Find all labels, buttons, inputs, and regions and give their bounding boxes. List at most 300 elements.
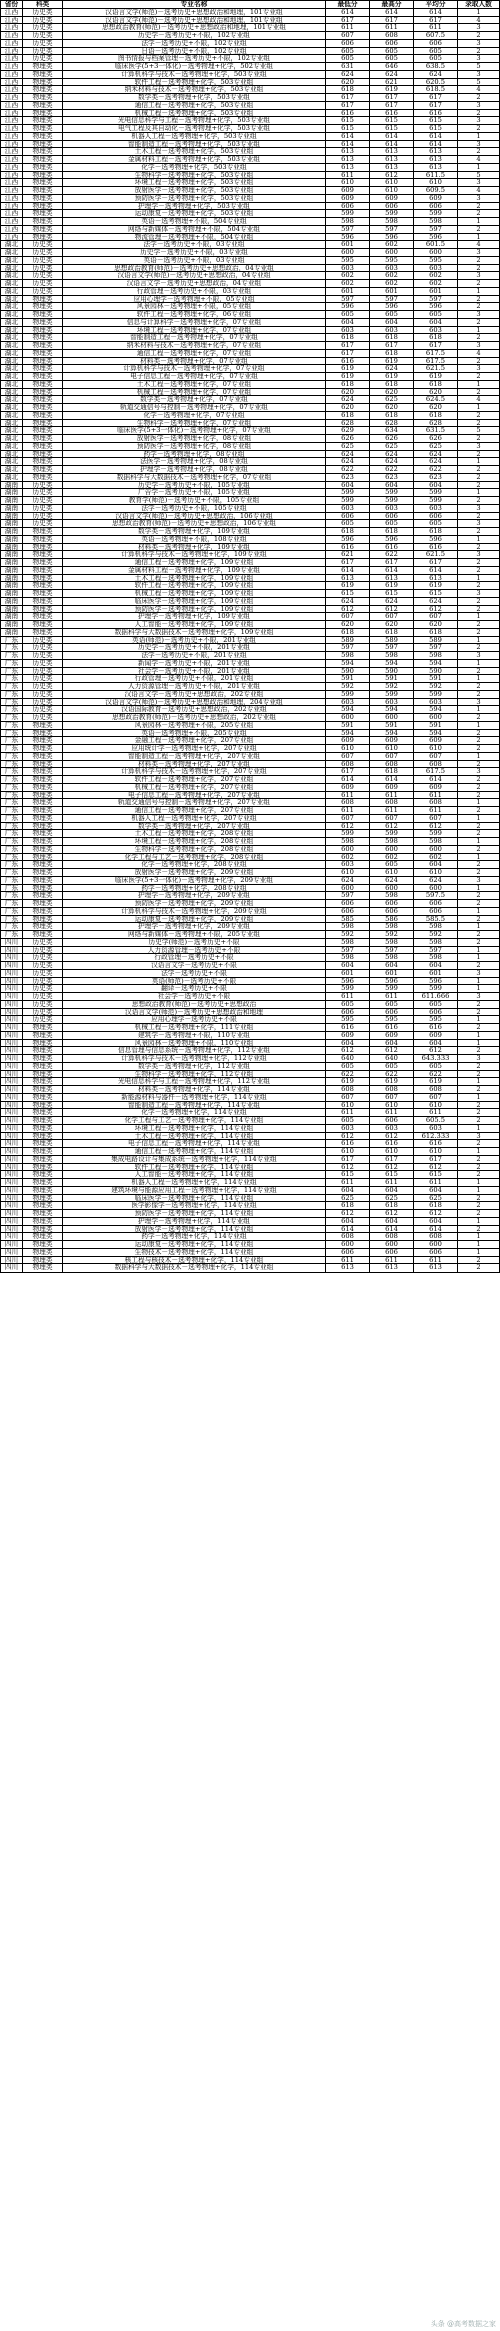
cell-min-score: 616 xyxy=(326,110,370,117)
cell-subject-type: 物理类 xyxy=(23,1164,63,1171)
cell-avg-score: 612 xyxy=(414,1164,458,1171)
table-row xyxy=(1,575,499,583)
cell-admit-count: 1 xyxy=(476,1124,481,1132)
cell-major-name: 计算机科学与技术－选考物理+化学，109专业组 xyxy=(63,551,326,558)
cell-province: 湖南 xyxy=(1,520,23,527)
cell-major-name: 法学－选考历史+不限，03专业组 xyxy=(63,241,326,248)
table-row xyxy=(1,691,499,699)
cell-subject-type: 历史类 xyxy=(23,288,63,295)
table-row xyxy=(1,141,499,149)
cell-subject-type: 物理类 xyxy=(23,451,63,458)
cell-subject-type: 历史类 xyxy=(23,40,63,47)
table-row xyxy=(1,916,499,924)
cell-max-score: 613 xyxy=(370,148,414,155)
cell-province: 四川 xyxy=(1,1024,23,1031)
table-row xyxy=(1,497,499,505)
cell-subject-type: 物理类 xyxy=(23,745,63,752)
cell-min-score: 610 xyxy=(326,1148,370,1155)
cell-province: 四川 xyxy=(1,1210,23,1217)
cell-max-score: 624 xyxy=(370,365,414,372)
cell-max-score: 608 xyxy=(370,799,414,806)
cell-major-name: 通信工程－选考物理+化学，07专业组 xyxy=(63,350,326,357)
cell-subject-type: 历史类 xyxy=(23,939,63,946)
cell-min-score: 603 xyxy=(326,1125,370,1132)
cell-subject-type: 物理类 xyxy=(23,1047,63,1054)
cell-province: 四川 xyxy=(1,1264,23,1272)
cell-subject-type: 物理类 xyxy=(23,443,63,450)
cell-min-score: 600 xyxy=(326,885,370,892)
cell-avg-score: 608 xyxy=(414,1086,458,1093)
cell-min-score: 618 xyxy=(326,381,370,388)
cell-province: 广东 xyxy=(1,784,23,791)
cell-max-score: 612 xyxy=(370,1133,414,1140)
cell-min-score: 591 xyxy=(326,675,370,682)
cell-province: 湖北 xyxy=(1,241,23,248)
cell-province: 四川 xyxy=(1,1249,23,1256)
cell-admit-count: 2 xyxy=(476,869,481,876)
cell-min-score: 620 xyxy=(326,79,370,86)
cell-province: 四川 xyxy=(1,1179,23,1186)
cell-admit-count: 3 xyxy=(476,194,481,202)
cell-major-name: 化学－选考物理+化学，114专业组 xyxy=(63,1109,326,1116)
cell-admit-count: 2 xyxy=(476,318,481,326)
cell-major-name: 护理学－选考物理+化学，209专业组 xyxy=(63,923,326,930)
cell-admit-count: 2 xyxy=(476,745,481,752)
cell-max-score: 599 xyxy=(370,985,414,992)
cell-min-score: 603 xyxy=(326,265,370,272)
cell-min-score: 622 xyxy=(326,1071,370,1078)
cell-province: 四川 xyxy=(1,1032,23,1039)
cell-admit-count: 2 xyxy=(476,388,481,396)
cell-min-score: 608 xyxy=(326,761,370,768)
cell-province: 广东 xyxy=(1,823,23,830)
cell-max-score: 599 xyxy=(370,497,414,504)
cell-subject-type: 物理类 xyxy=(23,559,63,566)
cell-subject-type: 历史类 xyxy=(23,513,63,520)
cell-province: 四川 xyxy=(1,1171,23,1178)
cell-admit-count: 2 xyxy=(476,1194,481,1202)
cell-major-name: 运动康复－选考物理+化学，209专业组 xyxy=(63,916,326,923)
cell-avg-score: 592 xyxy=(414,931,458,938)
cell-max-score: 598 xyxy=(370,838,414,845)
table-row xyxy=(1,892,499,900)
cell-admit-count: 2 xyxy=(476,783,481,791)
cell-admit-count: 3 xyxy=(476,551,481,558)
cell-subject-type: 物理类 xyxy=(23,861,63,868)
cell-admit-count: 2 xyxy=(476,822,481,830)
cell-major-name: 人工智能－选考物理+化学，109专业组 xyxy=(63,621,326,628)
cell-major-name: 临床医学(5+3一体化)－选考物理+化学，209专业组 xyxy=(63,877,326,884)
cell-max-score: 609 xyxy=(370,737,414,744)
cell-major-name: 运动康复－选考物理+化学，503专业组 xyxy=(63,210,326,217)
table-row xyxy=(1,458,499,466)
cell-max-score: 620 xyxy=(370,389,414,396)
cell-admit-count: 2 xyxy=(476,1140,481,1147)
cell-max-score: 606 xyxy=(370,1249,414,1256)
cell-province: 江西 xyxy=(1,24,23,31)
cell-avg-score: 606 xyxy=(414,1249,458,1256)
cell-max-score: 601 xyxy=(370,288,414,295)
table-row xyxy=(1,420,499,428)
cell-subject-type: 物理类 xyxy=(23,319,63,326)
cell-admit-count: 2 xyxy=(476,1109,481,1116)
cell-admit-count: 2 xyxy=(476,280,481,287)
cell-province: 广东 xyxy=(1,730,23,737)
cell-major-name: 土木工程－选考物理+化学，07专业组 xyxy=(63,381,326,388)
cell-min-score: 608 xyxy=(326,1086,370,1093)
table-row xyxy=(1,768,499,776)
table-row xyxy=(1,970,499,978)
cell-admit-count: 1 xyxy=(476,1179,481,1186)
cell-province: 广东 xyxy=(1,714,23,721)
cell-min-score: 604 xyxy=(326,1187,370,1194)
cell-major-name: 历史学－选考历史+不限，201专业组 xyxy=(63,644,326,651)
cell-subject-type: 物理类 xyxy=(23,427,63,434)
cell-subject-type: 历史类 xyxy=(23,1001,63,1008)
cell-avg-score: 617 xyxy=(414,559,458,566)
cell-major-name: 材料类－选考物理+化学，109专业组 xyxy=(63,544,326,551)
cell-avg-score: 617 xyxy=(414,94,458,101)
cell-subject-type: 物理类 xyxy=(23,179,63,186)
cell-max-score: 606 xyxy=(370,900,414,907)
cell-avg-score: 616 xyxy=(414,1140,458,1147)
cell-major-name: 汉语言文学(师范)－选考历史+思想政治和地理，101专业组 xyxy=(63,17,326,24)
cell-admit-count: 2 xyxy=(476,845,481,853)
cell-min-score: 611 xyxy=(326,1257,370,1264)
cell-major-name: 人力资源管理－选考历史+不限，201专业组 xyxy=(63,683,326,690)
cell-major-name: 机械工程－选考物理+化学，07专业组 xyxy=(63,389,326,396)
cell-admit-count: 1 xyxy=(476,1016,481,1023)
cell-province: 四川 xyxy=(1,1109,23,1116)
cell-subject-type: 物理类 xyxy=(23,117,63,124)
cell-subject-type: 物理类 xyxy=(23,133,63,140)
cell-province: 江西 xyxy=(1,187,23,194)
cell-subject-type: 物理类 xyxy=(23,226,63,233)
cell-province: 江西 xyxy=(1,179,23,186)
cell-max-score: 599 xyxy=(370,691,414,698)
cell-subject-type: 物理类 xyxy=(23,815,63,822)
table-row xyxy=(1,350,499,358)
cell-admit-count: 2 xyxy=(476,47,481,55)
cell-max-score: 598 xyxy=(370,652,414,659)
table-row xyxy=(1,1094,499,1102)
cell-avg-score: 611 xyxy=(414,1257,458,1264)
cell-avg-score: 597.5 xyxy=(414,892,458,899)
cell-province: 广东 xyxy=(1,722,23,729)
cell-admit-count: 2 xyxy=(476,466,481,473)
cell-avg-score: 599 xyxy=(414,691,458,698)
table-row xyxy=(1,381,499,389)
cell-avg-score: 615 xyxy=(414,590,458,597)
cell-avg-score: 621.5 xyxy=(414,551,458,558)
cell-avg-score: 599 xyxy=(414,489,458,496)
cell-max-score: 613 xyxy=(370,1264,414,1272)
table-row xyxy=(1,79,499,87)
cell-admit-count: 2 xyxy=(476,760,481,768)
cell-min-score: 610 xyxy=(326,1102,370,1109)
cell-major-name: 英语(师范)－选考历史+不限，201专业组 xyxy=(63,637,326,644)
cell-province: 四川 xyxy=(1,1257,23,1264)
cell-admit-count: 2 xyxy=(476,644,481,651)
cell-avg-score: 604 xyxy=(414,482,458,489)
cell-avg-score: 589 xyxy=(414,637,458,644)
cell-max-score: 605 xyxy=(370,48,414,55)
cell-avg-score: 598 xyxy=(414,954,458,961)
cell-admit-count: 2 xyxy=(476,900,481,907)
cell-min-score: 596 xyxy=(326,303,370,310)
table-row xyxy=(1,931,499,939)
cell-max-score: 600 xyxy=(370,714,414,721)
cell-avg-score: 625 xyxy=(414,1195,458,1202)
cell-avg-score: 600 xyxy=(414,885,458,892)
cell-admit-count: 2 xyxy=(476,582,481,589)
cell-min-score: 600 xyxy=(326,714,370,721)
cell-province: 湖南 xyxy=(1,544,23,551)
table-row xyxy=(1,1187,499,1195)
cell-max-score: 606 xyxy=(370,40,414,47)
cell-avg-score: 643.333 xyxy=(414,1055,458,1062)
table-row xyxy=(1,792,499,800)
cell-subject-type: 历史类 xyxy=(23,985,63,992)
cell-subject-type: 历史类 xyxy=(23,24,63,31)
cell-max-score: 604 xyxy=(370,1040,414,1047)
cell-admit-count: 1 xyxy=(476,233,481,241)
cell-major-name: 临床医学(5+3一体化)－选考物理+化学，502专业组 xyxy=(63,63,326,70)
table-row xyxy=(1,629,499,637)
cell-province: 湖南 xyxy=(1,551,23,558)
cell-min-score: 594 xyxy=(326,660,370,667)
cell-avg-score: 605 xyxy=(414,48,458,55)
cell-min-score: 611 xyxy=(326,807,370,814)
cell-avg-score: 617.5 xyxy=(414,768,458,775)
cell-admit-count: 1 xyxy=(476,1241,481,1248)
cell-province: 四川 xyxy=(1,954,23,961)
cell-admit-count: 3 xyxy=(476,1132,481,1140)
cell-subject-type: 物理类 xyxy=(23,606,63,613)
cell-admit-count: 4 xyxy=(476,16,481,24)
cell-max-score: 604 xyxy=(370,319,414,326)
cell-subject-type: 物理类 xyxy=(23,768,63,775)
cell-major-name: 汉语言文学(师范)－选考历史+思想政治和地理，101专业组 xyxy=(63,9,326,16)
cell-min-score: 585 xyxy=(326,916,370,923)
cell-admit-count: 2 xyxy=(476,473,481,481)
table-row xyxy=(1,218,499,226)
cell-max-score: 603 xyxy=(370,1125,414,1132)
cell-major-name: 环境工程－选考物理+化学，208专业组 xyxy=(63,838,326,845)
cell-max-score: 592 xyxy=(370,931,414,938)
cell-min-score: 605 xyxy=(326,55,370,62)
table-row xyxy=(1,1109,499,1117)
cell-max-score: 602 xyxy=(370,280,414,287)
cell-avg-score: 607.5 xyxy=(414,32,458,39)
cell-admit-count: 1 xyxy=(476,954,481,961)
cell-province: 四川 xyxy=(1,1233,23,1240)
cell-max-score: 605 xyxy=(370,311,414,318)
cell-min-score: 592 xyxy=(326,931,370,938)
cell-subject-type: 历史类 xyxy=(23,962,63,969)
cell-avg-score: 624 xyxy=(414,71,458,78)
cell-min-score: 622 xyxy=(326,466,370,473)
table-row xyxy=(1,86,499,94)
cell-avg-score: 611 xyxy=(414,1179,458,1186)
cell-major-name: 环境工程－选考物理+化学，503专业组 xyxy=(63,179,326,186)
cell-admit-count: 1 xyxy=(476,1148,481,1155)
cell-admit-count: 2 xyxy=(476,1117,481,1124)
cell-admit-count: 3 xyxy=(476,993,481,1000)
cell-max-score: 614 xyxy=(370,9,414,16)
cell-admit-count: 2 xyxy=(476,435,481,442)
cell-subject-type: 物理类 xyxy=(23,404,63,411)
cell-province: 江西 xyxy=(1,172,23,179)
cell-max-score: 613 xyxy=(370,156,414,163)
cell-avg-score: 604 xyxy=(414,1187,458,1194)
cell-province: 湖南 xyxy=(1,513,23,520)
cell-min-score: 613 xyxy=(326,164,370,171)
cell-subject-type: 物理类 xyxy=(23,1140,63,1147)
cell-province: 四川 xyxy=(1,1055,23,1062)
cell-min-score: 616 xyxy=(326,1024,370,1031)
cell-admit-count: 1 xyxy=(476,977,481,985)
cell-major-name: 数据科学与大数据技术－选考物理+化学，114专业组 xyxy=(63,1264,326,1272)
cell-min-score: 600 xyxy=(326,249,370,256)
cell-major-name: 汉语言文学(师范)－选考历史+思想政治，04专业组 xyxy=(63,272,326,279)
cell-major-name: 应用心理学－选考物理+不限，05专业组 xyxy=(63,296,326,303)
cell-province: 湖北 xyxy=(1,327,23,334)
cell-subject-type: 历史类 xyxy=(23,280,63,287)
cell-province: 广东 xyxy=(1,761,23,768)
cell-avg-score: 617.5 xyxy=(414,350,458,357)
cell-admit-count: 2 xyxy=(476,411,481,419)
cell-province: 湖南 xyxy=(1,528,23,535)
table-row xyxy=(1,32,499,40)
cell-province: 江西 xyxy=(1,117,23,124)
cell-subject-type: 物理类 xyxy=(23,1102,63,1109)
cell-min-score: 640 xyxy=(326,1055,370,1062)
cell-subject-type: 历史类 xyxy=(23,489,63,496)
cell-max-score: 608 xyxy=(370,1086,414,1093)
cell-avg-score: 603 xyxy=(414,1125,458,1132)
cell-min-score: 602 xyxy=(326,280,370,287)
cell-min-score: 624 xyxy=(326,451,370,458)
cell-subject-type: 历史类 xyxy=(23,993,63,1000)
cell-min-score: 606 xyxy=(326,203,370,210)
cell-major-name: 汉语言文学(师范)－选考历史+思想政治和地理 xyxy=(63,1009,326,1016)
cell-admit-count: 1 xyxy=(476,1186,481,1194)
table-row xyxy=(1,1040,499,1048)
cell-min-score: 613 xyxy=(326,156,370,163)
cell-admit-count: 1 xyxy=(476,132,481,140)
cell-major-name: 预防医学－选考物理+化学，08专业组 xyxy=(63,443,326,450)
cell-major-name: 历史学(师范)－选考历史+不限 xyxy=(63,939,326,946)
cell-avg-score: 611 xyxy=(414,792,458,799)
cell-min-score: 611 xyxy=(326,1179,370,1186)
cell-province: 江西 xyxy=(1,203,23,210)
table-row xyxy=(1,1249,499,1257)
cell-max-score: 600 xyxy=(370,885,414,892)
cell-subject-type: 物理类 xyxy=(23,885,63,892)
cell-max-score: 602 xyxy=(370,272,414,279)
cell-major-name: 光电信息科学与工程－选考物理+化学，112专业组 xyxy=(63,1078,326,1085)
cell-avg-score: 612 xyxy=(414,606,458,613)
header-avg-score: 平均分 xyxy=(414,1,458,8)
cell-province: 湖南 xyxy=(1,613,23,620)
cell-min-score: 618 xyxy=(326,629,370,636)
cell-major-name: 预防医学－选考物理+化学，209专业组 xyxy=(63,900,326,907)
cell-avg-score: 596 xyxy=(414,234,458,241)
cell-province: 江西 xyxy=(1,110,23,117)
table-row xyxy=(1,830,499,838)
table-row xyxy=(1,311,499,319)
cell-min-score: 617 xyxy=(326,342,370,349)
cell-subject-type: 历史类 xyxy=(23,1009,63,1016)
cell-min-score: 598 xyxy=(326,954,370,961)
cell-avg-score: 613 xyxy=(414,575,458,582)
cell-avg-score: 597 xyxy=(414,296,458,303)
cell-admit-count: 3 xyxy=(476,969,481,977)
cell-max-score: 604 xyxy=(370,962,414,969)
cell-major-name: 机械工程－选考物理+化学，111专业组 xyxy=(63,1024,326,1031)
cell-major-name: 生物技术－选考物理+化学，114专业组 xyxy=(63,1249,326,1256)
cell-min-score: 619 xyxy=(326,582,370,589)
cell-max-score: 610 xyxy=(370,745,414,752)
cell-province: 广东 xyxy=(1,815,23,822)
cell-avg-score: 598 xyxy=(414,218,458,225)
cell-major-name: 新闻学－选考历史+不限，201专业组 xyxy=(63,660,326,667)
cell-min-score: 594 xyxy=(326,706,370,713)
cell-major-name: 运动康复－选考物理+化学，114专业组 xyxy=(63,1241,326,1248)
cell-major-name: 历史学－选考历史+不限，102专业组 xyxy=(63,32,326,39)
table-row xyxy=(1,962,499,970)
cell-subject-type: 物理类 xyxy=(23,79,63,86)
header-min-score: 最低分 xyxy=(326,1,370,8)
table-row xyxy=(1,489,499,497)
table-row xyxy=(1,210,499,218)
cell-avg-score: 614 xyxy=(414,1226,458,1233)
cell-min-score: 601 xyxy=(326,970,370,977)
cell-admit-count: 4 xyxy=(476,156,481,163)
table-row xyxy=(1,427,499,435)
cell-min-score: 625 xyxy=(326,1195,370,1202)
cell-max-score: 611 xyxy=(370,807,414,814)
cell-province: 广东 xyxy=(1,753,23,760)
cell-max-score: 610 xyxy=(370,1148,414,1155)
cell-province: 广东 xyxy=(1,931,23,938)
cell-major-name: 网络与新媒体－选考物理+不限，205专业组 xyxy=(63,931,326,938)
cell-major-name: 历史学－选考历史+不限，03专业组 xyxy=(63,249,326,256)
cell-min-score: 614 xyxy=(326,1226,370,1233)
cell-admit-count: 1 xyxy=(476,380,481,388)
cell-min-score: 614 xyxy=(326,141,370,148)
cell-min-score: 611 xyxy=(326,993,370,1000)
cell-admit-count: 2 xyxy=(476,303,481,310)
cell-admit-count: 1 xyxy=(476,706,481,713)
cell-min-score: 596 xyxy=(326,978,370,985)
cell-min-score: 603 xyxy=(326,699,370,706)
cell-max-score: 600 xyxy=(370,1241,414,1248)
cell-major-name: 数学类－选考物理+化学，109专业组 xyxy=(63,528,326,535)
cell-major-name: 电气工程及其自动化－选考物理+化学，503专业组 xyxy=(63,125,326,132)
cell-major-name: 集成电路设计与集成系统－选考物理+化学，114专业组 xyxy=(63,1156,326,1163)
cell-province: 湖北 xyxy=(1,311,23,318)
cell-subject-type: 物理类 xyxy=(23,1226,63,1233)
cell-min-score: 604 xyxy=(326,1040,370,1047)
cell-province: 四川 xyxy=(1,939,23,946)
cell-province: 四川 xyxy=(1,1047,23,1054)
cell-province: 四川 xyxy=(1,978,23,985)
cell-min-score: 590 xyxy=(326,668,370,675)
cell-admit-count: 3 xyxy=(476,179,481,186)
cell-subject-type: 物理类 xyxy=(23,396,63,403)
